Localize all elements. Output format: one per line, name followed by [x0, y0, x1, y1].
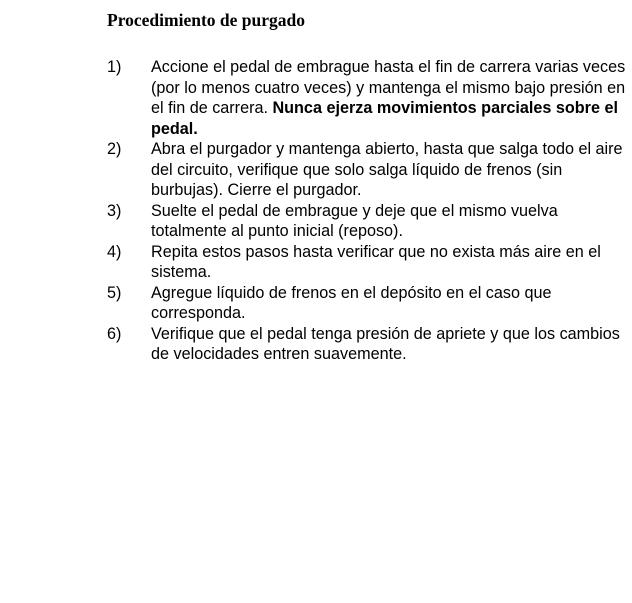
step-emphasis: Nunca ejerza movimientos parciales sobre el pedal.	[151, 99, 618, 138]
step-number: 6)	[107, 324, 122, 343]
document-title: Procedimiento de purgado	[107, 10, 306, 30]
step-text: Suelte el pedal de embrague y deje que el mismo vuelva totalmente al punto inicial (reposo).	[151, 201, 558, 240]
steps-list	[107, 57, 627, 365]
step-text-body: Accione el pedal de embrague hasta el fin de carrera varias veces (por lo menos cuatro veces) y mantenga el mismo bajo presión en el fin de carrera.	[151, 58, 626, 117]
step-item-5	[107, 283, 627, 324]
step-text: Abra el purgador y mantenga abierto, hasta que salga todo el aire del circuito, verifique que solo salga líquido de frenos (sin burbujas). Cierre el purgador.	[151, 140, 623, 199]
step-text: Verifique que el pedal tenga presión de apriete y que los cambios de velocidades entren suavemente.	[151, 324, 620, 363]
step-number: 1)	[107, 58, 122, 76]
step-text: Agregue líquido de frenos en el depósito en el caso que corresponda.	[151, 283, 552, 322]
step-item-3	[107, 201, 627, 242]
step-item-2	[107, 139, 627, 201]
step-text	[151, 57, 627, 139]
step-number: 3)	[107, 201, 122, 220]
step-item-1	[107, 57, 627, 139]
step-text: Repita estos pasos hasta verificar que no exista más aire en el sistema.	[151, 242, 601, 281]
step-number: 2)	[107, 140, 122, 158]
step-number: 4)	[107, 242, 122, 261]
step-item-4	[107, 242, 627, 283]
step-number: 5)	[107, 283, 122, 302]
step-item-6	[107, 324, 627, 365]
